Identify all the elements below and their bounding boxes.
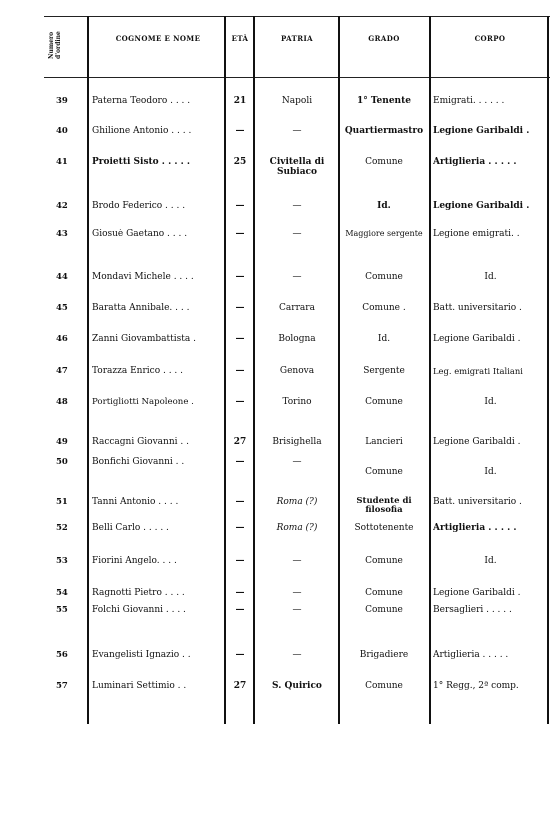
row-corpo: Batt. universitario . — [433, 497, 522, 507]
row-number: 40 — [56, 126, 68, 136]
row-name: Ghilione Antonio . . . . — [92, 126, 192, 136]
row-patria: — — [292, 605, 302, 615]
row-name: Zanni Giovambattista . — [92, 334, 196, 344]
header-rule — [44, 77, 550, 78]
row-name: Tanni Antonio . . . . — [92, 497, 179, 507]
row-age: — — [235, 588, 245, 598]
row-age: — — [235, 497, 245, 507]
row-grado: Id. — [377, 201, 391, 211]
row-number: 47 — [56, 366, 68, 376]
row-age: — — [235, 397, 245, 407]
row-patria: Genova — [279, 366, 315, 376]
row-age: 27 — [233, 681, 247, 691]
row-corpo: Legione Garibaldi . — [433, 201, 530, 211]
row-patria: — — [292, 556, 302, 566]
row-patria: S. Quirico — [272, 681, 322, 691]
row-number: 50 — [56, 457, 68, 467]
row-name: Brodo Federico . . . . — [92, 201, 186, 211]
row-patria: — — [292, 272, 302, 282]
row-patria: — — [292, 201, 302, 211]
row-grado: Comune — [365, 605, 403, 615]
row-number: 44 — [56, 272, 68, 282]
row-patria: — — [292, 229, 302, 239]
row-grado: Comune — [365, 467, 403, 477]
row-number: 54 — [56, 588, 68, 598]
row-number: 46 — [56, 334, 68, 344]
column-divider — [253, 16, 255, 724]
row-grado: Comune — [365, 157, 403, 167]
row-name: Fiorini Angelo. . . . — [92, 556, 177, 566]
row-number: 41 — [56, 157, 68, 167]
row-corpo: Legione Garibaldi . — [433, 334, 521, 344]
row-patria: — — [292, 457, 302, 467]
header-nome: COGNOME E NOME — [115, 34, 201, 43]
row-number: 49 — [56, 437, 68, 447]
row-grado: Comune — [365, 272, 403, 282]
row-age: — — [235, 650, 245, 660]
row-name: Belli Carlo . . . . . — [92, 523, 169, 533]
row-corpo: Bersaglieri . . . . . — [433, 605, 512, 615]
header-grado: GRADO — [368, 34, 400, 43]
row-corpo: 1° Regg., 2ª comp. — [433, 681, 519, 691]
row-name: Proietti Sisto . . . . . — [92, 157, 191, 167]
row-grado: Brigadiere — [359, 650, 409, 660]
row-patria: — — [292, 650, 302, 660]
row-name: Giosuè Gaetano . . . . — [92, 229, 188, 239]
row-name: Evangelisti Ignazio . . — [92, 650, 191, 660]
row-grado: Studente di filosofia — [356, 496, 412, 515]
row-patria: Torino — [282, 397, 312, 407]
row-age: — — [235, 229, 245, 239]
row-patria: Carrara — [279, 303, 315, 313]
row-grado: Comune — [365, 556, 403, 566]
row-grado: Comune — [365, 397, 403, 407]
row-number: 56 — [56, 650, 68, 660]
row-name: Torazza Enrico . . . . — [92, 366, 183, 376]
row-grado: Quartiermastro — [344, 126, 424, 136]
row-grado: Sottotenente — [354, 523, 414, 533]
row-corpo: Legione emigrati. . — [433, 229, 520, 239]
row-age: 27 — [233, 437, 247, 447]
row-patria: Brisighella — [272, 437, 322, 447]
row-number: 39 — [56, 96, 68, 106]
row-name: Folchi Giovanni . . . . — [92, 605, 186, 615]
row-corpo: Id. — [484, 467, 497, 477]
row-number: 48 — [56, 397, 68, 407]
header-patria: PATRIA — [281, 34, 313, 43]
row-age: 25 — [233, 157, 247, 167]
row-corpo: Id. — [484, 397, 497, 407]
row-age: — — [235, 605, 245, 615]
row-age: — — [235, 457, 245, 467]
row-patria: Civitella di Subiaco — [269, 157, 325, 177]
row-corpo: Legione Garibaldi . — [433, 588, 521, 598]
row-corpo: Id. — [484, 272, 497, 282]
row-corpo: Legione Garibaldi . — [433, 437, 521, 447]
row-corpo: Id. — [484, 556, 497, 566]
row-number: 55 — [56, 605, 68, 615]
row-corpo: Batt. universitario . — [433, 303, 522, 313]
column-divider — [87, 16, 89, 724]
row-age: — — [235, 201, 245, 211]
row-name: Raccagni Giovanni . . — [92, 437, 189, 447]
row-age: — — [235, 523, 245, 533]
row-name: Paterna Teodoro . . . . — [92, 96, 191, 106]
row-grado: Comune . — [362, 303, 406, 313]
row-patria: Roma (?) — [276, 523, 318, 533]
row-patria: — — [292, 126, 302, 136]
row-grado: Comune — [365, 681, 403, 691]
row-age: — — [235, 556, 245, 566]
row-grado: Comune — [365, 588, 403, 598]
row-patria: Roma (?) — [276, 497, 318, 507]
row-grado: Id. — [377, 334, 391, 344]
row-age: — — [235, 303, 245, 313]
row-grado: Sergente — [363, 366, 405, 376]
row-age: — — [235, 126, 245, 136]
row-number: 42 — [56, 201, 68, 211]
row-age: — — [235, 366, 245, 376]
column-divider — [224, 16, 226, 724]
header-eta: ETÀ — [231, 34, 249, 43]
row-age: 21 — [233, 96, 247, 106]
row-corpo: Leg. emigrati Italiani — [433, 366, 523, 376]
top-rule — [44, 16, 550, 17]
row-name: Baratta Annibale. . . . — [92, 303, 190, 313]
row-patria: — — [292, 588, 302, 598]
row-number: 52 — [56, 523, 68, 533]
row-corpo: Artiglieria . . . . . — [433, 157, 517, 167]
row-name: Portigliotti Napoleone . — [92, 397, 194, 407]
row-number: 57 — [56, 681, 68, 691]
row-number: 53 — [56, 556, 68, 566]
row-corpo: Artiglieria . . . . . — [433, 523, 517, 533]
row-name: Ragnotti Pietro . . . . — [92, 588, 185, 598]
header-corpo: CORPO — [474, 34, 506, 43]
row-age: — — [235, 272, 245, 282]
row-grado: Lancieri — [365, 437, 403, 447]
header-numero: Numero d'ordine — [48, 31, 62, 59]
row-grado: 1° Tenente — [357, 96, 411, 106]
column-divider — [429, 16, 431, 724]
row-age: — — [235, 334, 245, 344]
row-grado: Maggiore sergente — [345, 229, 423, 238]
row-name: Luminari Settimio . . — [92, 681, 187, 691]
row-corpo: Legione Garibaldi . — [433, 126, 530, 136]
row-name: Mondavi Michele . . . . — [92, 272, 194, 282]
row-number: 45 — [56, 303, 68, 313]
row-name: Bonfichi Giovanni . . — [92, 457, 185, 467]
row-corpo: Artiglieria . . . . . — [433, 650, 509, 660]
row-number: 51 — [56, 497, 68, 507]
row-patria: Napoli — [281, 96, 313, 106]
row-number: 43 — [56, 229, 68, 239]
row-corpo: Emigrati. . . . . . — [433, 96, 505, 106]
row-patria: Bologna — [278, 334, 316, 344]
